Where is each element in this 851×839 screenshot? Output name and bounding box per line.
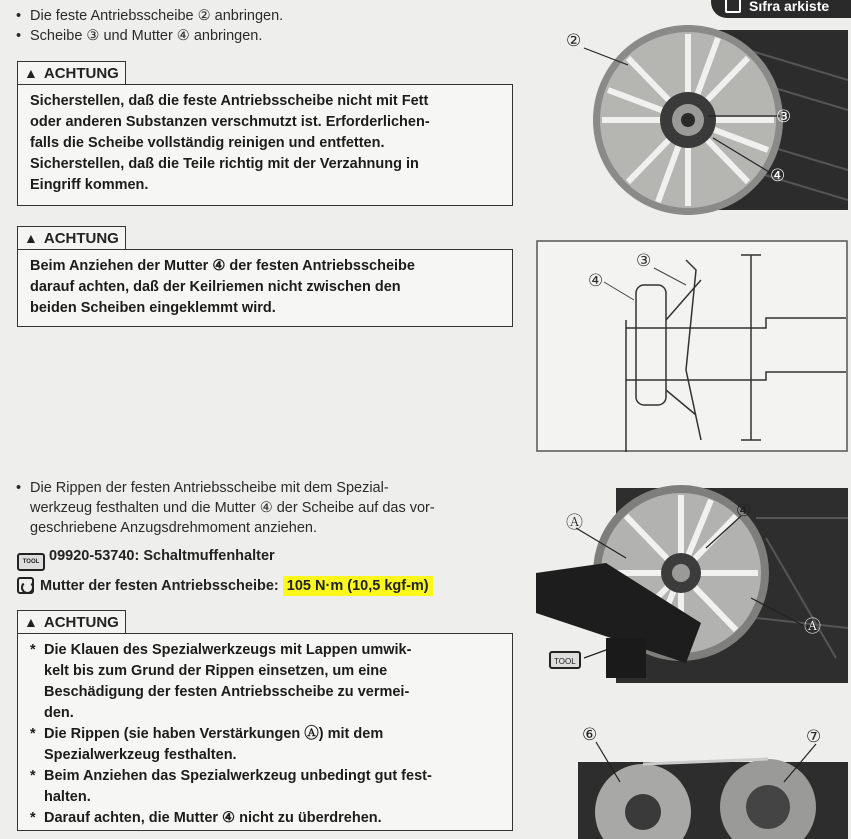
step-list-mid bbox=[16, 478, 530, 538]
step-item: • Scheibe ③ und Mutter ④ anbringen. bbox=[16, 28, 263, 44]
figure-callout: ③ bbox=[776, 107, 792, 126]
figure-callout: Ⓐ bbox=[566, 513, 583, 532]
figure-callout: Ⓐ bbox=[804, 617, 821, 636]
warning-triangle-icon: ▲ bbox=[24, 230, 38, 246]
figure-callout: ⑥ bbox=[582, 725, 598, 744]
figure-callout: ⑦ bbox=[806, 727, 822, 746]
torque-line bbox=[17, 576, 433, 596]
tool-callout-label: TOOL bbox=[554, 657, 576, 666]
note-item: * Die Rippen (sie haben Verstärkungen Ⓐ) mit dem Spezialwerkzeug festhalten. bbox=[30, 726, 384, 763]
figure-callout: ② bbox=[566, 31, 582, 50]
warning-triangle-icon: ▲ bbox=[24, 614, 38, 630]
figure-cross-section bbox=[536, 240, 848, 452]
save-to-archive-label: Sıfra arkiste bbox=[749, 0, 830, 14]
torque-wrench-icon bbox=[17, 577, 34, 594]
tool-text: 09920-53740: Schaltmuffenhalter bbox=[49, 548, 275, 564]
figure-tool-holding bbox=[536, 478, 848, 688]
note-item: * Beim Anziehen das Spezialwerkzeug unbedingt gut fest- halten. bbox=[30, 768, 432, 805]
warning-triangle-icon: ▲ bbox=[24, 65, 38, 81]
note-item: * Die Klauen des Spezialwerkzeugs mit Lappen umwik- kelt bis zum Grund der Rippen einsetzen, um eine Beschädigung der festen Antriebsscheibe zu vermei- den. bbox=[30, 642, 412, 721]
torque-label: Mutter der festen Antriebsscheibe: bbox=[40, 578, 279, 594]
figure-drive-pulley bbox=[548, 20, 848, 220]
step-list-top bbox=[16, 6, 550, 46]
step-item: • Die feste Antriebsscheibe ② anbringen. bbox=[16, 8, 284, 24]
figure-callout: ④ bbox=[770, 166, 786, 185]
warning-box-3 bbox=[17, 633, 513, 831]
tool-line bbox=[17, 546, 275, 571]
download-icon bbox=[725, 0, 741, 13]
tool-icon: TOOL bbox=[17, 553, 45, 571]
warning-box-1: Sicherstellen, daß die feste Antriebsscheibe nicht mit Fett oder anderen Substanzen verschmutzt ist. Erforderlichen- falls die Scheibe vollständig reinigen und entfetten. Sicherstellen, daß die Teile richtig mit der Verzahnung in Eingriff kommen. bbox=[17, 84, 513, 206]
step-item: • Die Rippen der festen Antriebsscheibe mit dem Spezial- werkzeug festhalten und die Mutter ④ der Scheibe auf das vor- geschriebene Anzugsdrehmoment anziehen. bbox=[16, 480, 435, 536]
figure-callout: ④ bbox=[588, 271, 604, 290]
warning-box-2: Beim Anziehen der Mutter ④ der festen Antriebsscheibe darauf achten, daß der Keilriemen nicht zwischen den beiden Scheiben eingeklemmt wird. bbox=[17, 249, 513, 327]
save-to-archive-button[interactable] bbox=[711, 0, 851, 18]
warning-header-2: ▲ ACHTUNG bbox=[17, 226, 126, 250]
warning-header-3: ▲ ACHTUNG bbox=[17, 610, 126, 634]
figure-callout: ④ bbox=[736, 501, 752, 520]
warning-header-1: ▲ ACHTUNG bbox=[17, 61, 126, 85]
figure-belt-pulleys bbox=[548, 712, 848, 839]
figure-callout: ③ bbox=[636, 251, 652, 270]
note-item: * Darauf achten, die Mutter ④ nicht zu überdrehen. bbox=[30, 810, 382, 826]
torque-value: 105 N·m (10,5 kgf-m) bbox=[283, 576, 433, 596]
